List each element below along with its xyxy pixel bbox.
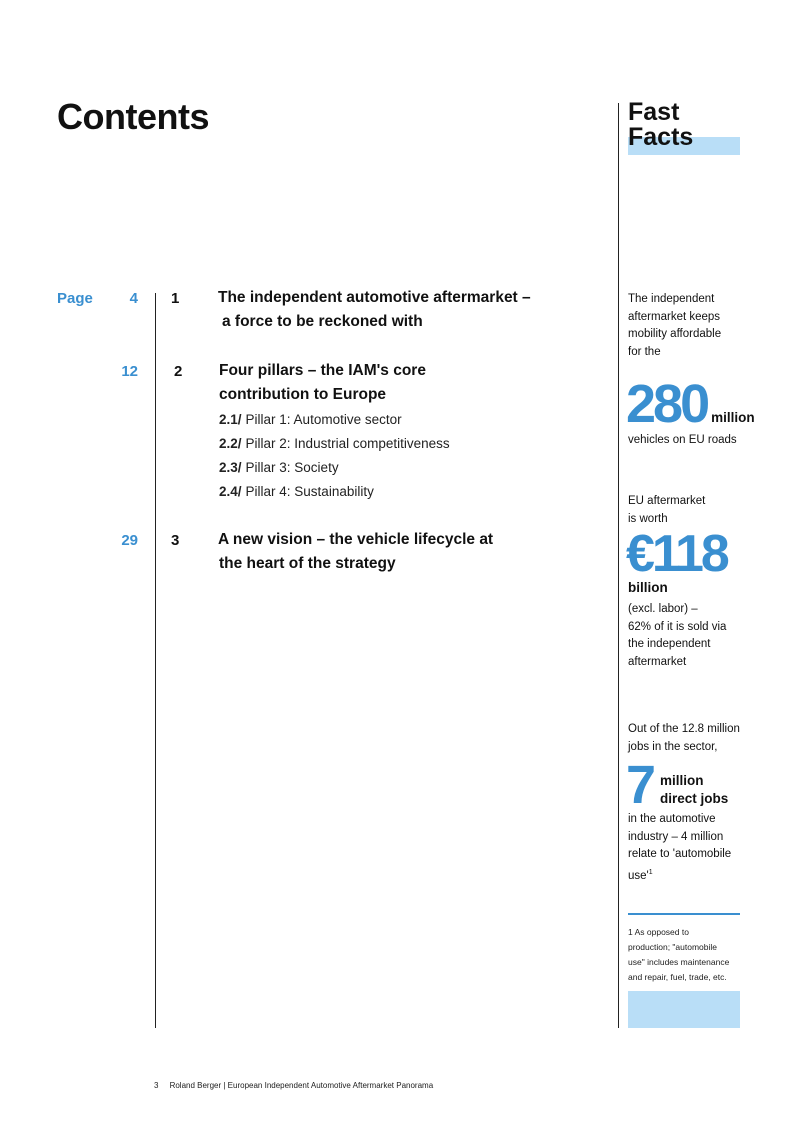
section-1-number: 1 [171,290,180,307]
fact-1-value: 280 [626,374,708,434]
fact-2-unit: billion [628,580,668,595]
fact-2-value: €118 [626,525,727,583]
subsection-2-4-number: 2.4/ [219,484,242,499]
fact-3-after-line: in the automotive [628,813,716,825]
fact-2-after-line: aftermarket [628,655,687,668]
fact-2-after [628,601,758,671]
footnote-line: production; "automobile [628,942,718,952]
section-3-heading-line2: the heart of the strategy [219,555,396,572]
subsection-2-1[interactable] [219,412,402,427]
fact-2-intro-line: is worth [628,512,668,525]
fast-facts-divider [618,103,619,1028]
footnote-line: use" includes maintenance [628,957,730,967]
section-3-heading-line1: A new vision – the vehicle lifecycle at [218,531,494,548]
fact-2-intro-line: EU aftermarket [628,495,706,507]
subsection-2-1-number: 2.1/ [219,412,242,427]
fact-1-intro-line: mobility affordable [628,328,722,340]
section-2-number: 2 [174,363,183,380]
fact-3-value: 7 [626,755,654,815]
fact-2-intro [628,493,758,528]
fact-3-intro-line: jobs in the sector, [628,740,718,753]
section-3-page[interactable]: 29 [121,532,138,549]
page-footer: 3 Roland Berger | European Independent Automotive Aftermarket Panorama [154,1081,434,1090]
section-1-page[interactable]: 4 [129,290,138,307]
footnote-line: and repair, fuel, trade, etc. [628,972,727,982]
fact-3-after [628,811,758,885]
subsection-2-2[interactable] [219,436,450,451]
fact-1-intro-line: aftermarket keeps [628,310,721,323]
fast-facts-title-line1: Fast [628,98,680,126]
subsection-2-1-label: Pillar 1: Automotive sector [245,412,402,427]
section-3-heading[interactable] [218,528,493,576]
fact-3-unit [660,772,728,808]
subsection-2-2-label: Pillar 2: Industrial competitiveness [245,436,450,451]
footnote-ref[interactable]: 1 [648,868,653,876]
section-2-heading-line2: contribution to Europe [219,386,387,403]
page-title: Contents [57,96,209,137]
subsection-2-3[interactable] [219,460,339,475]
fact-2-after-line: 62% of it is sold via [628,620,727,633]
subsection-2-3-number: 2.3/ [219,460,242,475]
section-3-number: 3 [171,532,180,549]
fact-1-unit: million [711,410,755,425]
fast-facts-title-line2: Facts [628,123,694,151]
footnote [628,925,746,985]
fact-3-unit-line: direct jobs [660,791,729,806]
footnote-line: 1 As opposed to [628,927,689,937]
fact-1-figure [626,374,755,434]
fast-facts-bottom-box [628,991,740,1028]
fact-3-after-line: relate to 'automobile [628,848,732,860]
fact-2-after-line: the independent [628,638,711,650]
footnote-rule [628,913,740,915]
fact-3-after-line: use' [628,869,649,882]
fact-1-after: vehicles on EU roads [628,434,737,446]
fact-3-unit-line: million [660,773,704,788]
fast-facts-title [628,100,693,150]
subsection-2-4[interactable] [219,484,374,499]
section-1-heading-line1: The independent automotive aftermarket – [218,289,531,306]
fact-3-after-line: industry – 4 million [628,830,724,843]
fact-3-intro [628,721,758,756]
section-1-heading-line2: a force to be reckoned with [222,313,423,330]
subsection-2-4-label: Pillar 4: Sustainability [245,484,374,499]
fact-1-intro-line: The independent [628,293,715,305]
page-label: Page [57,290,93,307]
section-2-heading-line1: Four pillars – the IAM's core [219,362,426,379]
section-2-heading[interactable] [219,359,426,407]
section-1-heading[interactable] [218,286,531,334]
section-2-page[interactable]: 12 [121,363,138,380]
subsection-2-2-number: 2.2/ [219,436,242,451]
subsection-2-3-label: Pillar 3: Society [245,460,339,475]
fact-1-intro-line: for the [628,345,661,358]
fact-3-intro-line: Out of the 12.8 million [628,723,740,735]
contents-divider [155,293,156,1028]
fact-2-after-line: (excl. labor) – [628,603,698,615]
fact-1-intro [628,291,758,361]
